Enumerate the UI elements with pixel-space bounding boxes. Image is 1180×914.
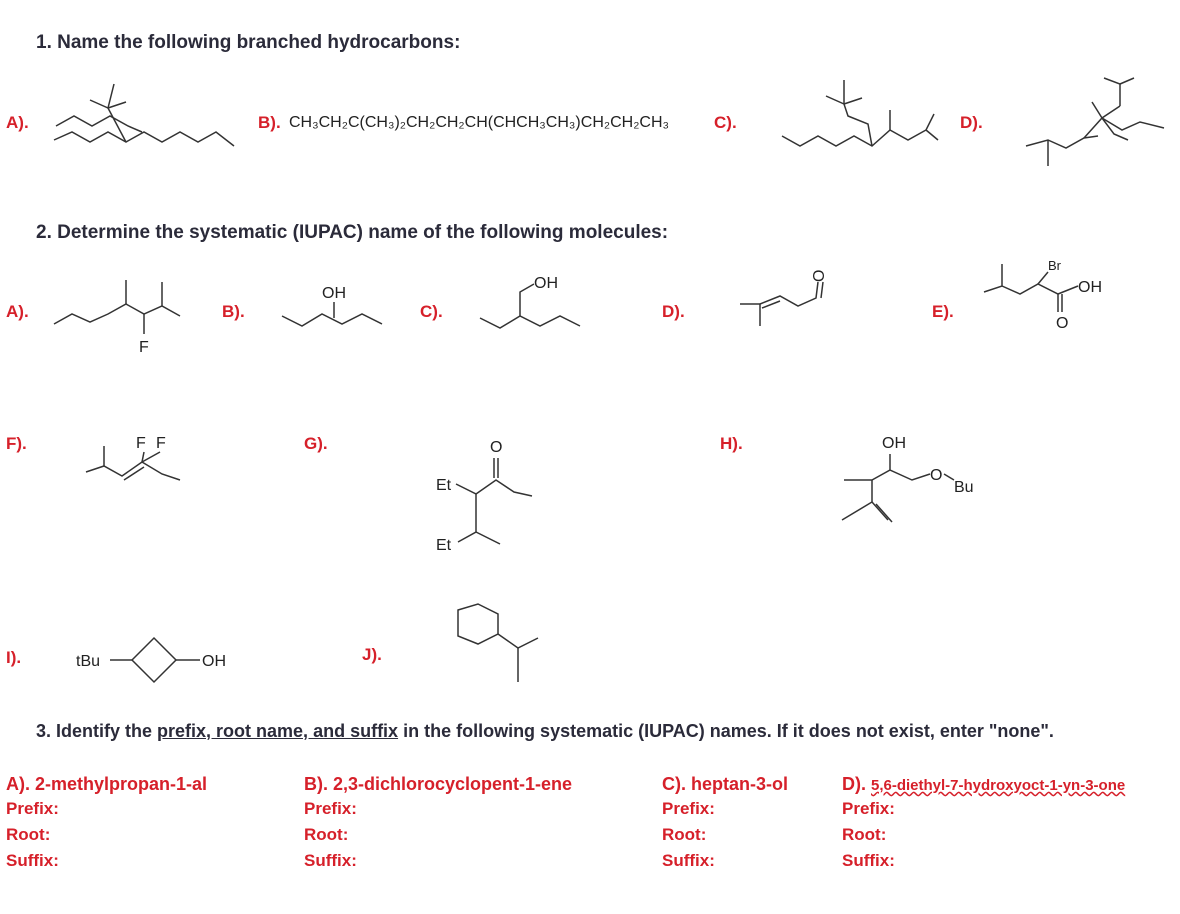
q2-molecule-f — [82, 432, 192, 492]
q2-molecule-i — [76, 632, 256, 692]
q3-item-d-letter: D). — [842, 774, 871, 794]
q3-item-c — [662, 774, 788, 871]
q2-label-f: F). — [6, 434, 27, 453]
q2-molecule-c — [476, 268, 586, 338]
q2-molecule-h — [836, 430, 986, 530]
oxygen-label: O — [1056, 315, 1069, 332]
q3-item-b-name: B). 2,3-dichlorocyclopent-1-ene — [304, 774, 573, 794]
q3-item-b — [304, 774, 572, 871]
q3-item-d-name — [842, 774, 1125, 795]
oxygen-label: O — [490, 439, 503, 456]
q2-molecule-g — [436, 432, 546, 562]
q2-label-a: A). — [6, 302, 29, 321]
oxygen-label: O — [930, 467, 943, 484]
q2-label-b: B). — [222, 302, 245, 321]
q2-label-j: J). — [362, 645, 382, 664]
q2-molecule-e — [980, 256, 1110, 336]
q3-item-d-compound: 5,6-diethyl-7-hydroxyoct-1-yn-3-one — [871, 777, 1126, 794]
q2-molecule-d — [736, 266, 836, 346]
q3-title-underlined: prefix, root name, and suffix — [157, 721, 399, 741]
root-label: Root: — [662, 825, 707, 844]
q3-item-d — [842, 774, 1125, 871]
prefix-label: Prefix: — [304, 799, 357, 818]
q3-title-end: in the following systematic (IUPAC) names. If it does not exist, enter "none". — [398, 721, 1054, 741]
suffix-label: Suffix: — [662, 851, 715, 870]
hydroxyl-label: OH — [534, 275, 558, 292]
prefix-label: Prefix: — [662, 799, 715, 818]
ethyl-label: Et — [436, 477, 452, 494]
question-1-title: 1. Name the following branched hydrocarbons: — [36, 32, 461, 53]
q3-item-a-name: A). 2-methylpropan-1-al — [6, 774, 208, 794]
tert-butyl-label: tBu — [76, 653, 101, 670]
hydroxyl-label: OH — [1078, 279, 1102, 296]
q1-condensed-formula-b: CH₃CH₂C(CH₃)₂CH₂CH₂CH(CHCH₃CH₃)CH₂CH₂CH₃ — [289, 114, 670, 131]
q2-molecule-a — [50, 272, 200, 362]
hydroxyl-label: OH — [202, 653, 226, 670]
q2-label-d: D). — [662, 302, 685, 321]
root-label: Root: — [6, 825, 51, 844]
root-label: Root: — [304, 825, 349, 844]
q2-molecule-j — [444, 600, 554, 690]
q2-label-g: G). — [304, 434, 328, 453]
q2-label-h: H). — [720, 434, 743, 453]
q3-item-a — [6, 774, 207, 871]
q1-label-a: A). — [6, 113, 29, 132]
fluorine-label: F — [139, 339, 149, 356]
fluorine-label: F — [156, 435, 166, 452]
q2-label-i: I). — [6, 648, 22, 667]
q3-title-start: 3. Identify the — [36, 721, 158, 741]
root-label: Root: — [842, 825, 887, 844]
q1-molecule-d — [1022, 78, 1172, 168]
question-2-title: 2. Determine the systematic (IUPAC) name of the following molecules: — [36, 222, 669, 243]
butyl-label: Bu — [954, 479, 974, 496]
question-3-title — [36, 721, 1054, 742]
q1-molecule-c — [778, 74, 948, 164]
q2-label-c: C). — [420, 302, 443, 321]
suffix-label: Suffix: — [304, 851, 357, 870]
hydroxyl-label: OH — [882, 435, 906, 452]
q1-molecule-a — [50, 80, 240, 160]
suffix-label: Suffix: — [6, 851, 59, 870]
suffix-label: Suffix: — [842, 851, 895, 870]
q2-label-e: E). — [932, 302, 954, 321]
bromine-label: Br — [1048, 258, 1061, 273]
q1-label-c: C). — [714, 113, 737, 132]
q3-item-c-name: C). heptan-3-ol — [662, 774, 788, 794]
q1-label-d: D). — [960, 113, 983, 132]
ethyl-label: Et — [436, 537, 452, 554]
prefix-label: Prefix: — [6, 799, 59, 818]
oxygen-label: O — [811, 269, 828, 282]
q2-molecule-b — [278, 278, 388, 338]
prefix-label: Prefix: — [842, 799, 895, 818]
fluorine-label: F — [136, 435, 146, 452]
hydroxyl-label: OH — [322, 285, 346, 302]
q1-label-b: B). — [258, 113, 281, 132]
